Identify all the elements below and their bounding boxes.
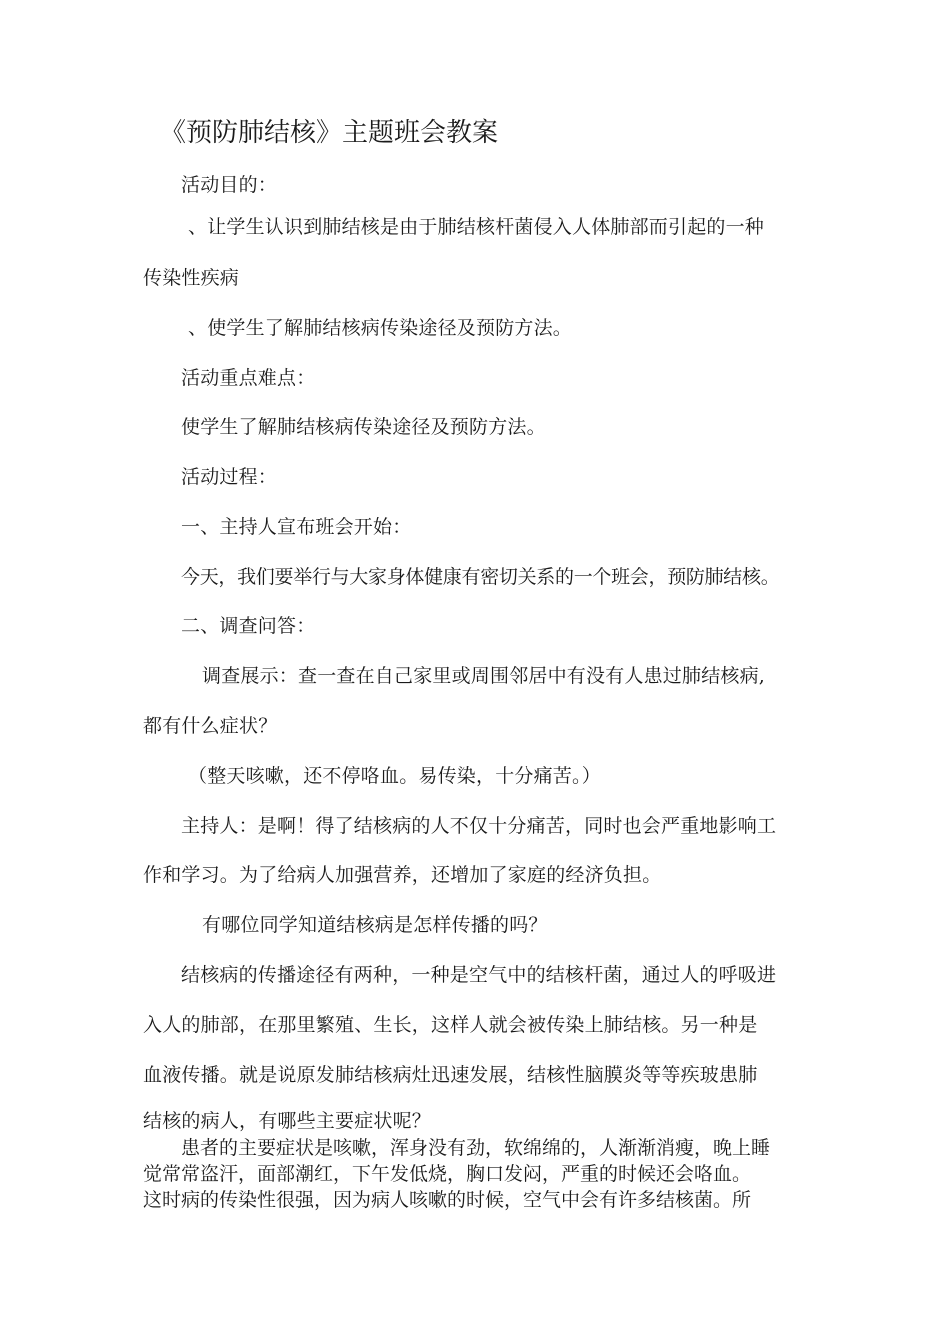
paragraph-line: 活动目的：: [181, 174, 278, 196]
paragraph-line: 都有什么症状？: [143, 715, 278, 737]
paragraph-line: 、让学生认识到肺结核是由于肺结核杆菌侵入人体肺部而引起的一种: [188, 216, 765, 238]
paragraph-line: 结核病的传播途径有两种，一种是空气中的结核杆菌，通过人的呼吸进: [181, 964, 777, 986]
paragraph-line: 主持人：是啊！得了结核病的人不仅十分痛苦，同时也会严重地影响工: [181, 815, 777, 837]
paragraph-line: 有哪位同学知道结核病是怎样传播的吗？: [202, 914, 548, 936]
paragraph-line: 觉常常盗汗，面部潮红，下午发低烧，胸口发闷，严重的时候还会咯血。: [143, 1163, 752, 1185]
paragraph-line: 活动重点难点：: [181, 367, 316, 389]
paragraph-line: 入人的肺部，在那里繁殖、生长，这样人就会被传染上肺结核。另一种是: [143, 1014, 758, 1036]
paragraph-line: 血液传播。就是说原发肺结核病灶迅速发展，结核性脑膜炎等等疾玻患肺: [143, 1064, 758, 1086]
document-title: 《预防肺结核》主题班会教案: [160, 118, 499, 148]
paragraph-line: 活动过程：: [181, 466, 278, 488]
paragraph-line: 这时病的传染性很强，因为病人咳嗽的时候，空气中会有许多结核菌。所: [143, 1189, 752, 1211]
paragraph-line: （整天咳嗽，还不停咯血。易传染，十分痛苦。）: [188, 765, 601, 787]
paragraph-line: 作和学习。为了给病人加强营养，还增加了家庭的经济负担。: [143, 864, 662, 886]
paragraph-line: 、使学生了解肺结核病传染途径及预防方法。: [188, 317, 573, 339]
paragraph-line: 患者的主要症状是咳嗽，浑身没有劲，软绵绵的，人渐渐消瘦，晚上睡: [181, 1137, 771, 1159]
paragraph-line: 一、主持人宣布班会开始：: [181, 516, 412, 538]
paragraph-line: 使学生了解肺结核病传染途径及预防方法。: [181, 416, 546, 438]
paragraph-line: 今天，我们要举行与大家身体健康有密切关系的一个班会，预防肺结核。: [181, 566, 780, 588]
paragraph-line: 结核的病人，有哪些主要症状呢？: [143, 1110, 432, 1132]
paragraph-line: 传染性疾病: [143, 267, 240, 289]
paragraph-line: 调查展示：查一查在自己家里或周围邻居中有没有人患过肺结核病,: [202, 665, 766, 687]
paragraph-line: 二、调查问答：: [181, 615, 316, 637]
